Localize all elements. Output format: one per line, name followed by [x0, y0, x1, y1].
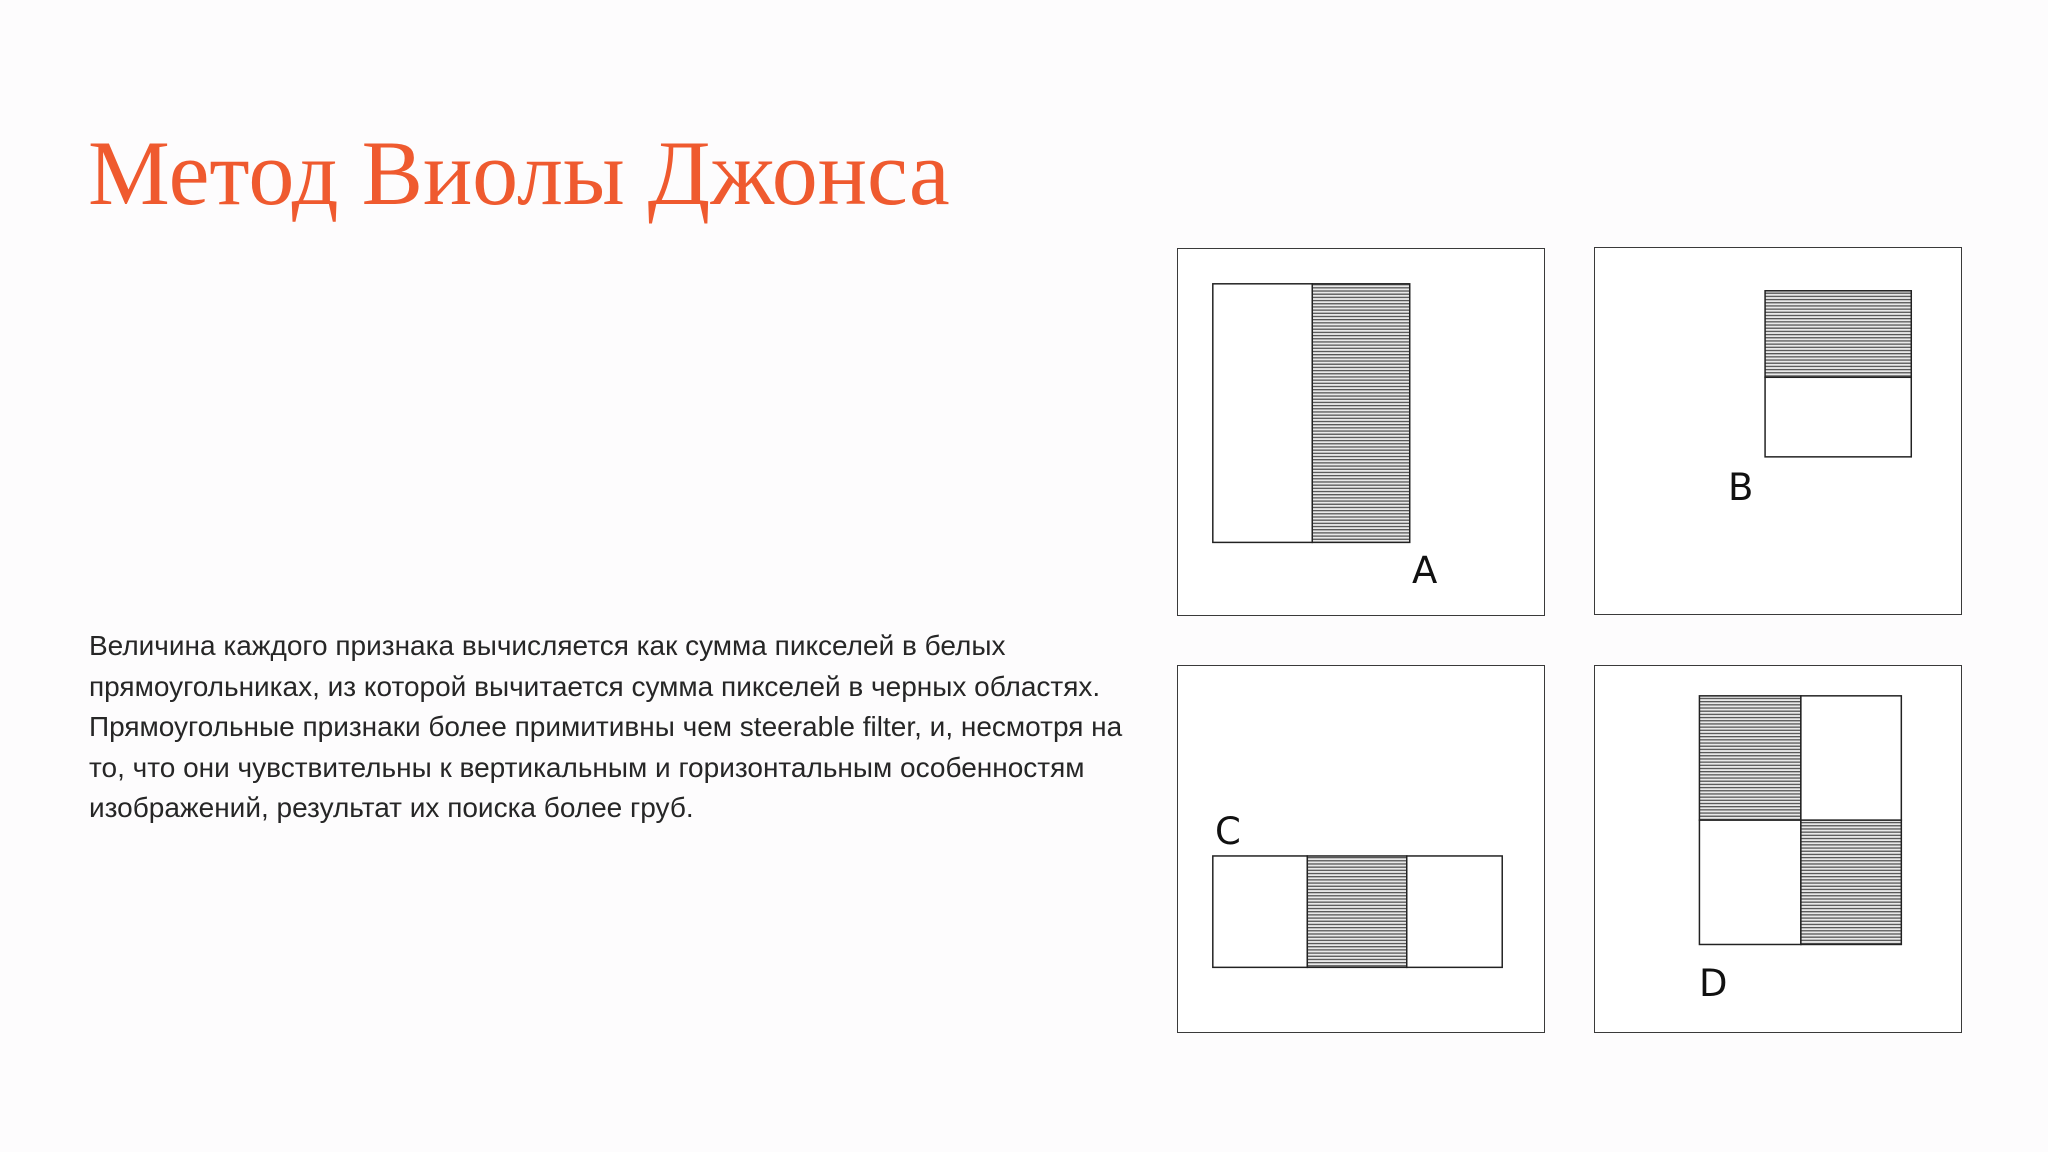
- feature-panel-b: [1594, 247, 1962, 615]
- panel-label-d: D: [1699, 962, 1728, 1005]
- white-region-top-right: [1801, 696, 1901, 820]
- white-region: [1213, 284, 1312, 543]
- white-region: [1765, 377, 1911, 457]
- panel-label-c: C: [1215, 810, 1241, 853]
- dark-region: [1312, 284, 1409, 543]
- dark-region: [1307, 856, 1406, 967]
- feature-a-diagram: [1178, 249, 1544, 615]
- white-region-right: [1407, 856, 1502, 967]
- body-paragraph: Величина каждого признака вычисляется как сумма пикселей в белых прямоугольниках, из которой вычитается сумма пикселей в черных областях. Прямоугольные признаки более примитивны чем steerable filter, и, несмотря на то, что они чувствительны к вертикальным и горизонтальным особенностям изображений, результат их поиска более груб.: [89, 630, 1123, 823]
- slide-title: Метод Виолы Джонса: [88, 122, 950, 224]
- dark-region-bottom-right: [1801, 820, 1901, 944]
- feature-panel-d: [1594, 665, 1962, 1033]
- white-region-bottom-left: [1699, 820, 1800, 944]
- white-region-left: [1213, 856, 1307, 967]
- feature-panel-c: [1177, 665, 1545, 1033]
- feature-panel-a: [1177, 248, 1545, 616]
- panel-label-b: B: [1728, 466, 1754, 509]
- panel-label-a: A: [1412, 549, 1438, 592]
- dark-region-top-left: [1699, 696, 1800, 820]
- dark-region: [1765, 291, 1911, 378]
- feature-d-diagram: [1595, 666, 1961, 1032]
- feature-b-diagram: [1595, 248, 1961, 614]
